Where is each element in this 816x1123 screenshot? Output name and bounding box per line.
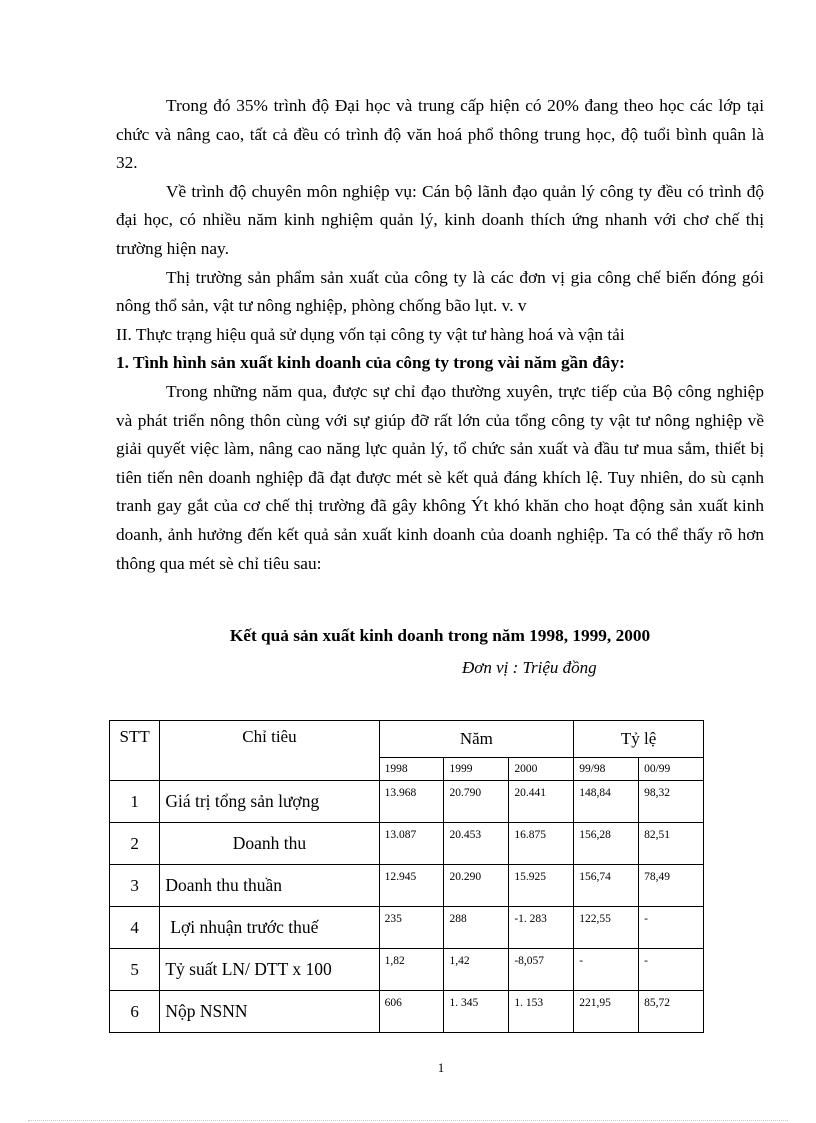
header-ratio-00-99: 00/99 — [639, 758, 704, 781]
cell-ratio-00-99: 78,49 — [639, 865, 704, 907]
cell-2000: -8,057 — [509, 949, 574, 991]
row-stt: 5 — [110, 949, 160, 991]
cell-1999: 20.290 — [444, 865, 509, 907]
cell-2000: 15.925 — [509, 865, 574, 907]
table-row — [110, 823, 704, 865]
paragraph-business-results: Trong những năm qua, được sự chỉ đạo thường xuyên, trực tiếp của Bộ công nghiệp và phát triển nông thôn cùng với sự giúp đỡ rất lớn của tổng công ty vật tư nông nghiệp về giải quyết việc làm, nâng cao năng lực quản lý, tổ chức sản xuất và đầu tư mua sắm, thiết bị tiên tiến nên doanh nghiệp đã đạt được mét sè kết quả đáng khích lệ. Tuy nhiên, do sù cạnh tranh gay gắt của cơ chế thị trường đã gây không Ýt khó khăn cho hoạt động sản xuất kinh doanh, ảnh hưởng đến kết quả sản xuất kinh doanh của doanh nghiệp. Ta có thể thấy rõ hơn thông qua mét sè chỉ tiêu sau: — [116, 381, 764, 573]
section-heading: II. Thực trạng hiệu quả sử dụng vốn tại công ty vật tư hàng hoá và vận tải — [116, 324, 625, 344]
cell-1998: 235 — [379, 907, 444, 949]
cell-ratio-99-98: 148,84 — [574, 781, 639, 823]
page-number: 1 — [437, 1060, 445, 1075]
results-table — [109, 720, 704, 1033]
cell-1999: 20.453 — [444, 823, 509, 865]
row-stt: 4 — [110, 907, 160, 949]
cell-ratio-00-99: - — [639, 907, 704, 949]
table-row — [110, 949, 704, 991]
subsection-heading: 1. Tình hình sản xuất kinh doanh của công ty trong vài năm gần đây: — [116, 353, 625, 373]
table-header-row — [110, 721, 704, 758]
cell-ratio-99-98: 122,55 — [574, 907, 639, 949]
row-indicator: Doanh thu thuần — [160, 865, 379, 907]
cell-1998: 13.968 — [379, 781, 444, 823]
cell-ratio-00-99: 98,32 — [639, 781, 704, 823]
cell-ratio-00-99: 82,51 — [639, 823, 704, 865]
paragraph-professional-level: Về trình độ chuyên môn nghiệp vụ: Cán bộ lãnh đạo quản lý công ty đều có trình độ đại học, có nhiều năm kinh nghiệm quản lý, kinh doanh thích ứng nhanh với chơ chế thị trường hiện nay. — [116, 181, 764, 258]
row-indicator: Nộp NSNN — [160, 991, 379, 1033]
row-stt: 1 — [110, 781, 160, 823]
paragraph-staff-education: Trong đó 35% trình độ Đại học và trung cấp hiện có 20% đang theo học các lớp tại chức và nâng cao, tất cả đều có trình độ văn hoá phổ thông trung học, độ tuổi bình quân là 32. — [116, 96, 764, 173]
cell-2000: 1. 153 — [509, 991, 574, 1033]
table-row — [110, 781, 704, 823]
cell-ratio-99-98: 221,95 — [574, 991, 639, 1033]
header-ratio-99-98: 99/98 — [574, 758, 639, 781]
body-text — [116, 92, 764, 578]
header-year-2000: 2000 — [509, 758, 574, 781]
cell-2000: 16.875 — [509, 823, 574, 865]
header-year-group: Năm — [379, 721, 574, 758]
row-stt: 6 — [110, 991, 160, 1033]
cell-ratio-99-98: 156,28 — [574, 823, 639, 865]
row-stt: 2 — [110, 823, 160, 865]
cell-ratio-99-98: - — [574, 949, 639, 991]
table-title: Kết quả sản xuất kinh doanh trong năm 1998, 1999, 2000 — [229, 626, 651, 645]
row-indicator: Tỷ suất LN/ DTT x 100 — [160, 949, 379, 991]
header-stt: STT — [110, 721, 160, 781]
row-stt: 3 — [110, 865, 160, 907]
header-ratio-group: Tỷ lệ — [574, 721, 704, 758]
table-row — [110, 865, 704, 907]
cell-ratio-00-99: - — [639, 949, 704, 991]
cell-1998: 13.087 — [379, 823, 444, 865]
cell-2000: 20.441 — [509, 781, 574, 823]
cell-2000: -1. 283 — [509, 907, 574, 949]
row-indicator: Lợi nhuận trước thuế — [160, 907, 379, 949]
header-indicator: Chỉ tiêu — [160, 721, 379, 781]
table-row — [110, 991, 704, 1033]
row-indicator: Doanh thu — [160, 823, 379, 865]
cell-1999: 1,42 — [444, 949, 509, 991]
cell-1999: 288 — [444, 907, 509, 949]
page-footer-divider — [28, 1120, 788, 1121]
cell-1998: 1,82 — [379, 949, 444, 991]
row-indicator: Giá trị tổng sản lượng — [160, 781, 379, 823]
cell-1999: 1. 345 — [444, 991, 509, 1033]
header-year-1998: 1998 — [379, 758, 444, 781]
cell-1999: 20.790 — [444, 781, 509, 823]
cell-ratio-99-98: 156,74 — [574, 865, 639, 907]
paragraph-market: Thị trường sản phẩm sản xuất của công ty là các đơn vị gia công chế biến đóng gói nông thổ sản, vật tư nông nghiệp, phòng chống bão lụt. v. v — [116, 267, 764, 316]
header-year-1999: 1999 — [444, 758, 509, 781]
cell-ratio-00-99: 85,72 — [639, 991, 704, 1033]
cell-1998: 12.945 — [379, 865, 444, 907]
table-unit-label: Đơn vị : Triệu đồng — [462, 658, 597, 677]
cell-1998: 606 — [379, 991, 444, 1033]
table-row — [110, 907, 704, 949]
